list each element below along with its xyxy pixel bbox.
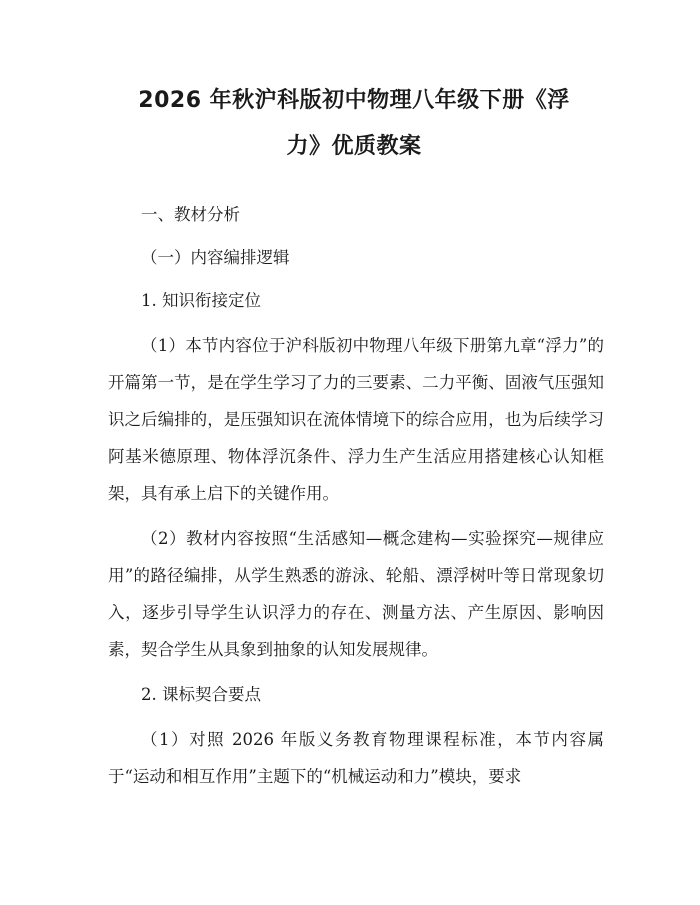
title-line-1: 2026 年秋沪科版初中物理八年级下册《浮 <box>138 88 570 113</box>
paragraph-curriculum-standards-1: （1）对照 2026 年版义务教育物理课程标准，本节内容属于“运动和相互作用”主题下的“机械运动和力”模块，要求 <box>108 730 604 786</box>
section-heading-textbook-analysis: 一、教材分析 <box>141 205 240 224</box>
paragraph-knowledge-position-1: （1）本节内容位于沪科版初中物理八年级下册第九章“浮力”的开篇第一节，是在学生学习了力的三要素、二力平衡、固液气压强知识之后编排的，是压强知识在流体情境下的综合应用，也为后续学习阿基米德原理、物体浮沉条件、浮力生产生活应用搭建核心认知框架，具有承上启下的关键作用。 <box>108 336 604 503</box>
title-line-2: 力》优质教案 <box>286 134 422 159</box>
item-heading-curriculum-standards: 2. 课标契合要点 <box>141 685 261 704</box>
subsection-heading-content-logic: （一）内容编排逻辑 <box>141 248 290 267</box>
document-title <box>104 78 604 170</box>
title-heading <box>104 78 604 170</box>
paragraph-knowledge-position-2: （2）教材内容按照“生活感知—概念建构—实验探究—规律应用”的路径编排，从学生熟悉的游泳、轮船、漂浮树叶等日常现象切入，逐步引导学生认识浮力的存在、测量方法、产生原因、影响因素，契合学生从具象到抽象的认知发展规律。 <box>108 529 604 659</box>
item-heading-knowledge-position: 1. 知识衔接定位 <box>141 291 261 310</box>
